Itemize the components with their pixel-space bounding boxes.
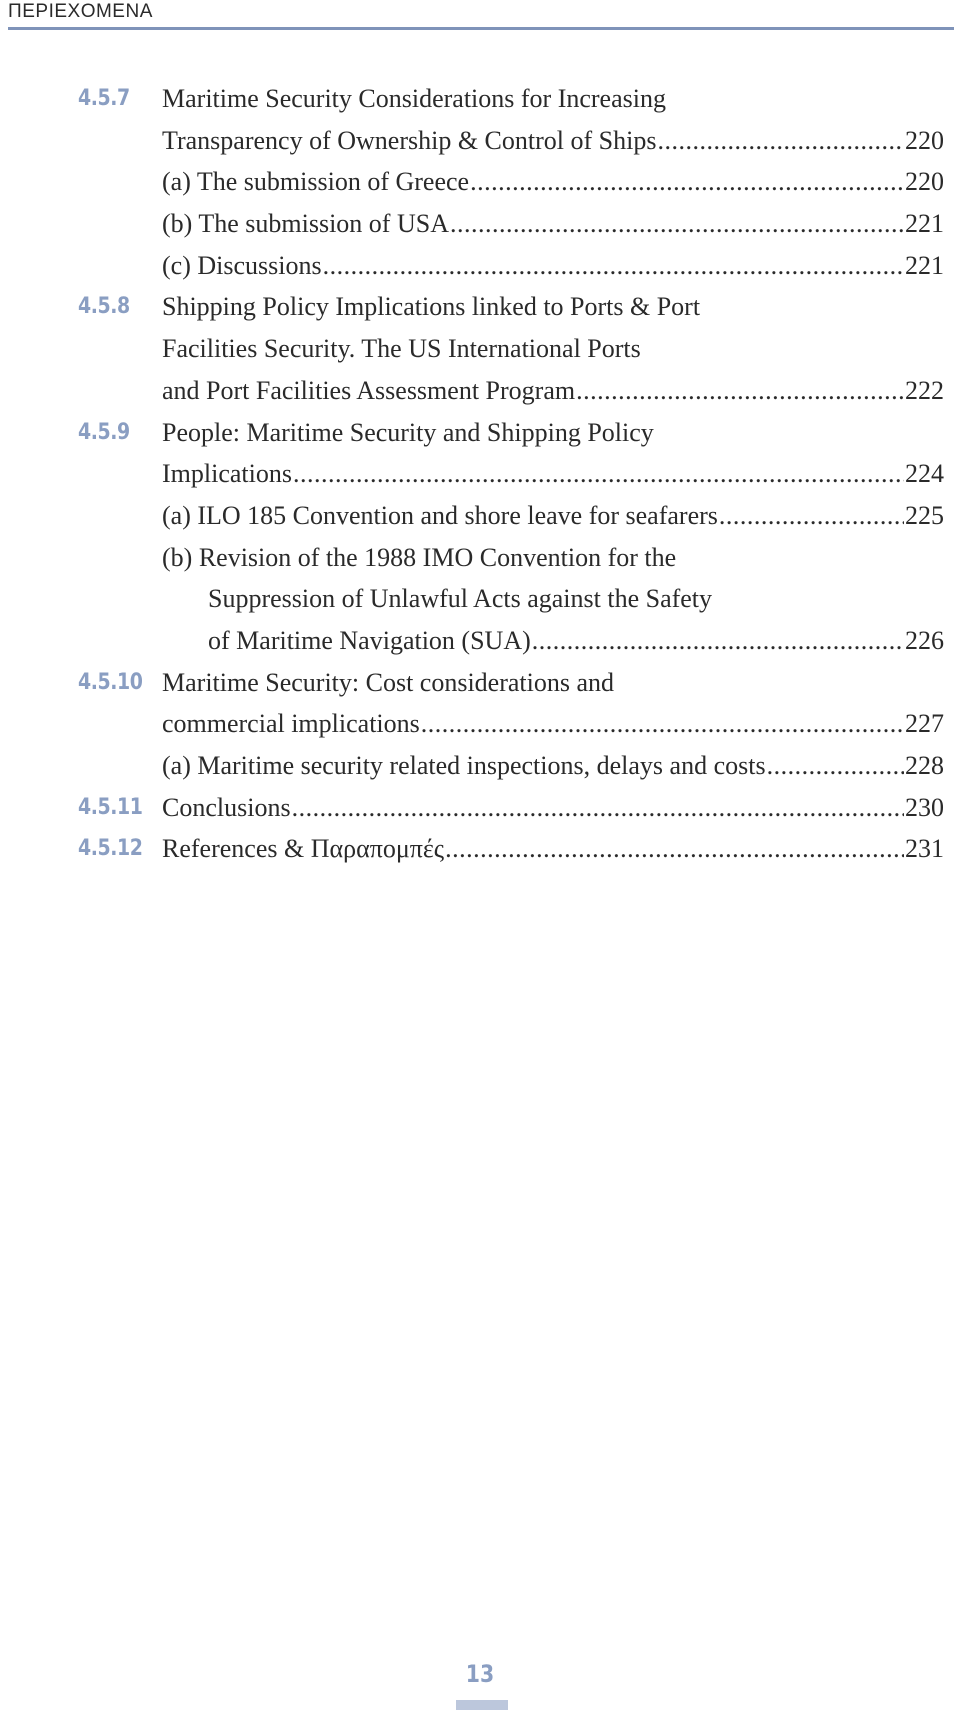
toc-line [78, 120, 944, 162]
toc-line [78, 620, 944, 662]
toc-line [78, 412, 944, 454]
toc-entry-title[interactable]: (a) Maritime security related inspections, delays and costs [162, 751, 766, 780]
page-ref[interactable]: 228 [905, 751, 944, 780]
page-ref[interactable]: 227 [905, 709, 944, 739]
dot-leader [445, 828, 904, 870]
section-number: 4.5.11 [78, 794, 143, 820]
page-ref[interactable]: 222 [905, 375, 944, 405]
toc-line [78, 245, 944, 287]
dot-leader [767, 745, 904, 787]
toc-entry-title[interactable]: (c) Discussions [162, 250, 322, 280]
toc-entry-title[interactable]: (a) ILO 185 Convention and shore leave for seafarers [162, 500, 718, 530]
toc-entry-title[interactable]: Suppression of Unlawful Acts against the Safety [208, 584, 713, 614]
toc-entry-title[interactable]: (a) The submission of Greece [162, 167, 470, 197]
page-ref[interactable]: 221 [905, 250, 944, 280]
toc-line [78, 537, 944, 579]
dot-leader [576, 370, 904, 412]
toc-line [78, 453, 944, 495]
table-of-contents [78, 78, 944, 870]
page-ref[interactable]: 221 [905, 209, 944, 239]
page-ref[interactable]: 220 [905, 125, 944, 155]
dot-leader [450, 203, 904, 245]
page-ref[interactable]: 230 [905, 792, 944, 822]
toc-entry-title[interactable]: Facilities Security. The US International Ports [162, 334, 641, 364]
toc-line [78, 161, 944, 203]
page-ref[interactable]: 231 [905, 834, 944, 864]
toc-entry-title[interactable]: commercial implications [162, 709, 420, 739]
toc-entry-title[interactable]: (b) The submission of USA [162, 209, 449, 239]
toc-line [78, 328, 944, 370]
toc-line [78, 745, 944, 787]
running-head: ΠΕΡΙΕΧΟΜΕΝΑ [8, 1, 153, 22]
dot-leader [323, 245, 904, 287]
dot-leader [657, 120, 904, 162]
toc-entry-title[interactable]: Transparency of Ownership & Control of Ships [162, 125, 657, 155]
dot-leader [470, 161, 904, 203]
toc-line [78, 662, 944, 704]
dot-leader [532, 620, 904, 662]
section-number: 4.5.12 [78, 836, 143, 862]
toc-entry-title[interactable]: References & Παραπομπές [162, 834, 445, 864]
section-number: 4.5.7 [78, 86, 130, 111]
page-ref[interactable]: 224 [905, 459, 944, 489]
toc-entry-title[interactable]: People: Maritime Security and Shipping Policy [162, 417, 654, 447]
page-number: 13 [465, 1660, 495, 1688]
toc-entry-title[interactable]: Maritime Security Considerations for Increasing [162, 84, 666, 113]
toc-line [78, 495, 944, 537]
toc-line [78, 286, 944, 328]
toc-entry-title[interactable]: Maritime Security: Cost considerations and [162, 667, 615, 697]
dot-leader [292, 787, 904, 829]
dot-leader [421, 703, 904, 745]
page-ref[interactable]: 226 [905, 625, 944, 655]
header-rule [8, 27, 954, 30]
dot-leader [293, 453, 904, 495]
toc-entry-title[interactable]: (b) Revision of the 1988 IMO Convention for the [162, 542, 677, 572]
toc-line [78, 78, 944, 120]
toc-line [78, 578, 944, 620]
toc-line [78, 828, 944, 870]
toc-entry-title[interactable]: and Port Facilities Assessment Program [162, 375, 576, 405]
page-ref[interactable]: 220 [905, 167, 944, 197]
toc-entry-title[interactable]: of Maritime Navigation (SUA) [208, 625, 531, 655]
toc-line [78, 703, 944, 745]
toc-line [78, 787, 944, 829]
toc-entry-title[interactable]: Implications [162, 459, 292, 489]
page-ref[interactable]: 225 [905, 500, 944, 530]
toc-entry-title[interactable]: Shipping Policy Implications linked to Ports & Port [162, 292, 701, 322]
section-number: 4.5.10 [78, 669, 143, 695]
dot-leader [719, 495, 904, 537]
toc-line [78, 370, 944, 412]
toc-entry-title[interactable]: Conclusions [162, 792, 291, 822]
toc-line [78, 203, 944, 245]
section-number: 4.5.9 [78, 419, 130, 445]
page-number-bar [456, 1700, 508, 1710]
section-number: 4.5.8 [78, 294, 130, 320]
